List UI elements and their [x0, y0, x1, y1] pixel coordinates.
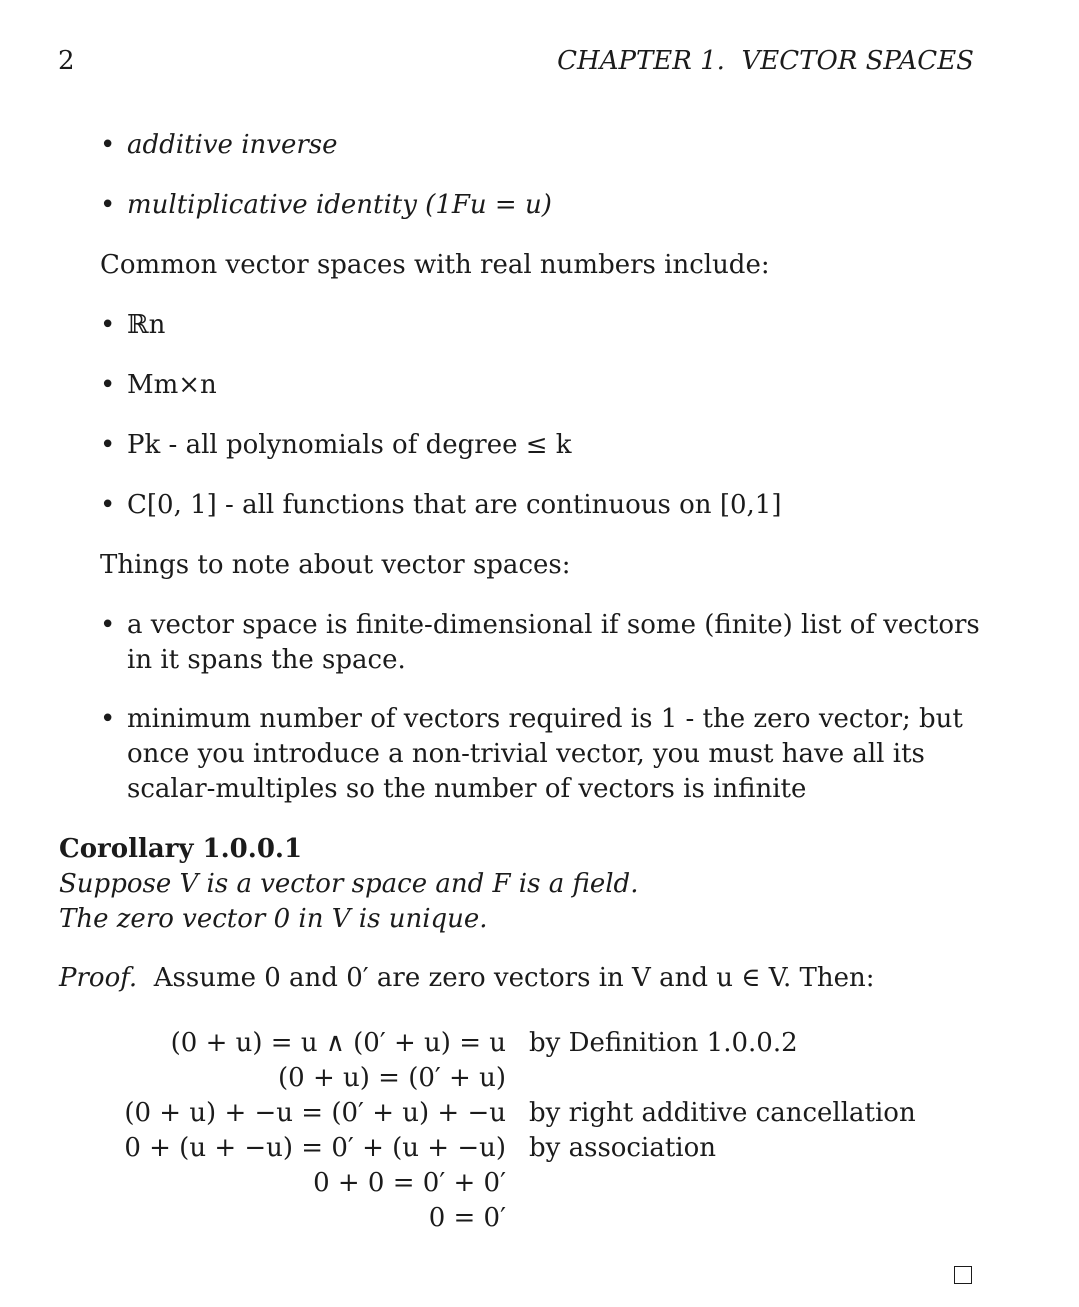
justification [506, 1061, 529, 1096]
bullet-dot: • [100, 490, 116, 520]
bullet-dot: • [100, 430, 116, 460]
list-item [100, 608, 990, 678]
intro-notes: Things to note about vector spaces: [100, 550, 571, 580]
list-item [100, 308, 990, 343]
bullet-text: a vector space is finite-dimensional if some (finite) list of vectors in it spans the space. [127, 610, 980, 675]
equation-row [0, 1061, 1079, 1096]
justification [506, 1166, 529, 1201]
proof-label: Proof. [59, 963, 138, 993]
bullet-dot: • [100, 610, 116, 640]
equation: (0 + u) = (0′ + u) [278, 1063, 506, 1093]
list-item [100, 188, 990, 223]
bullet-text: Mm×n [127, 370, 217, 400]
list-item [100, 128, 990, 163]
equation-row [0, 1201, 1079, 1236]
equation: 0 = 0′ [428, 1203, 506, 1233]
bullet-dot: • [100, 704, 116, 734]
corollary-line: The zero vector 0 in V is unique. [59, 904, 488, 934]
running-head: CHAPTER 1. VECTOR SPACES [557, 46, 974, 76]
bullet-dot: • [100, 130, 116, 160]
proof-intro [59, 961, 875, 996]
equation-block [0, 1026, 1079, 1236]
list-item [100, 368, 990, 403]
page-number: 2 [58, 46, 75, 76]
qed-box-icon [954, 1266, 972, 1284]
justification: by right additive cancellation [529, 1098, 916, 1128]
bullet-dot: • [100, 310, 116, 340]
bullet-text: ℝn [127, 310, 166, 340]
justification: by association [529, 1133, 716, 1163]
bullet-text: additive inverse [127, 130, 338, 160]
list-item [100, 702, 990, 807]
bullet-text: minimum number of vectors required is 1 - the zero vector; but once you introduce a non-trivial vector, you must have all its scalar-multiples so the number of vectors is infinite [127, 704, 963, 804]
equation: 0 + 0 = 0′ + 0′ [313, 1168, 506, 1198]
bullet-dot: • [100, 190, 116, 220]
bullet-text: Pk - all polynomials of degree ≤ k [127, 430, 572, 460]
bullet-dot: • [100, 370, 116, 400]
proof-text: Assume 0 and 0′ are zero vectors in V and u ∈ V. Then: [153, 963, 875, 993]
equation: 0 + (u + −u) = 0′ + (u + −u) [124, 1133, 506, 1163]
corollary-line: Suppose V is a vector space and F is a field. [59, 869, 639, 899]
corollary [59, 832, 638, 937]
intro-spaces: Common vector spaces with real numbers include: [100, 250, 770, 280]
list-item [100, 488, 990, 523]
bullet-text: C[0, 1] - all functions that are continuous on [0,1] [127, 490, 782, 520]
justification [506, 1201, 529, 1236]
list-item [100, 428, 990, 463]
equation: (0 + u) + −u = (0′ + u) + −u [124, 1098, 506, 1128]
equation-row [0, 1131, 1079, 1166]
equation: (0 + u) = u ∧ (0′ + u) = u [170, 1028, 506, 1058]
corollary-title: Corollary 1.0.0.1 [59, 834, 303, 864]
equation-row [0, 1166, 1079, 1201]
equation-row [0, 1026, 1079, 1061]
justification: by Definition 1.0.0.2 [529, 1028, 798, 1058]
bullet-text: multiplicative identity (1Fu = u) [127, 190, 552, 220]
equation-row [0, 1096, 1079, 1131]
